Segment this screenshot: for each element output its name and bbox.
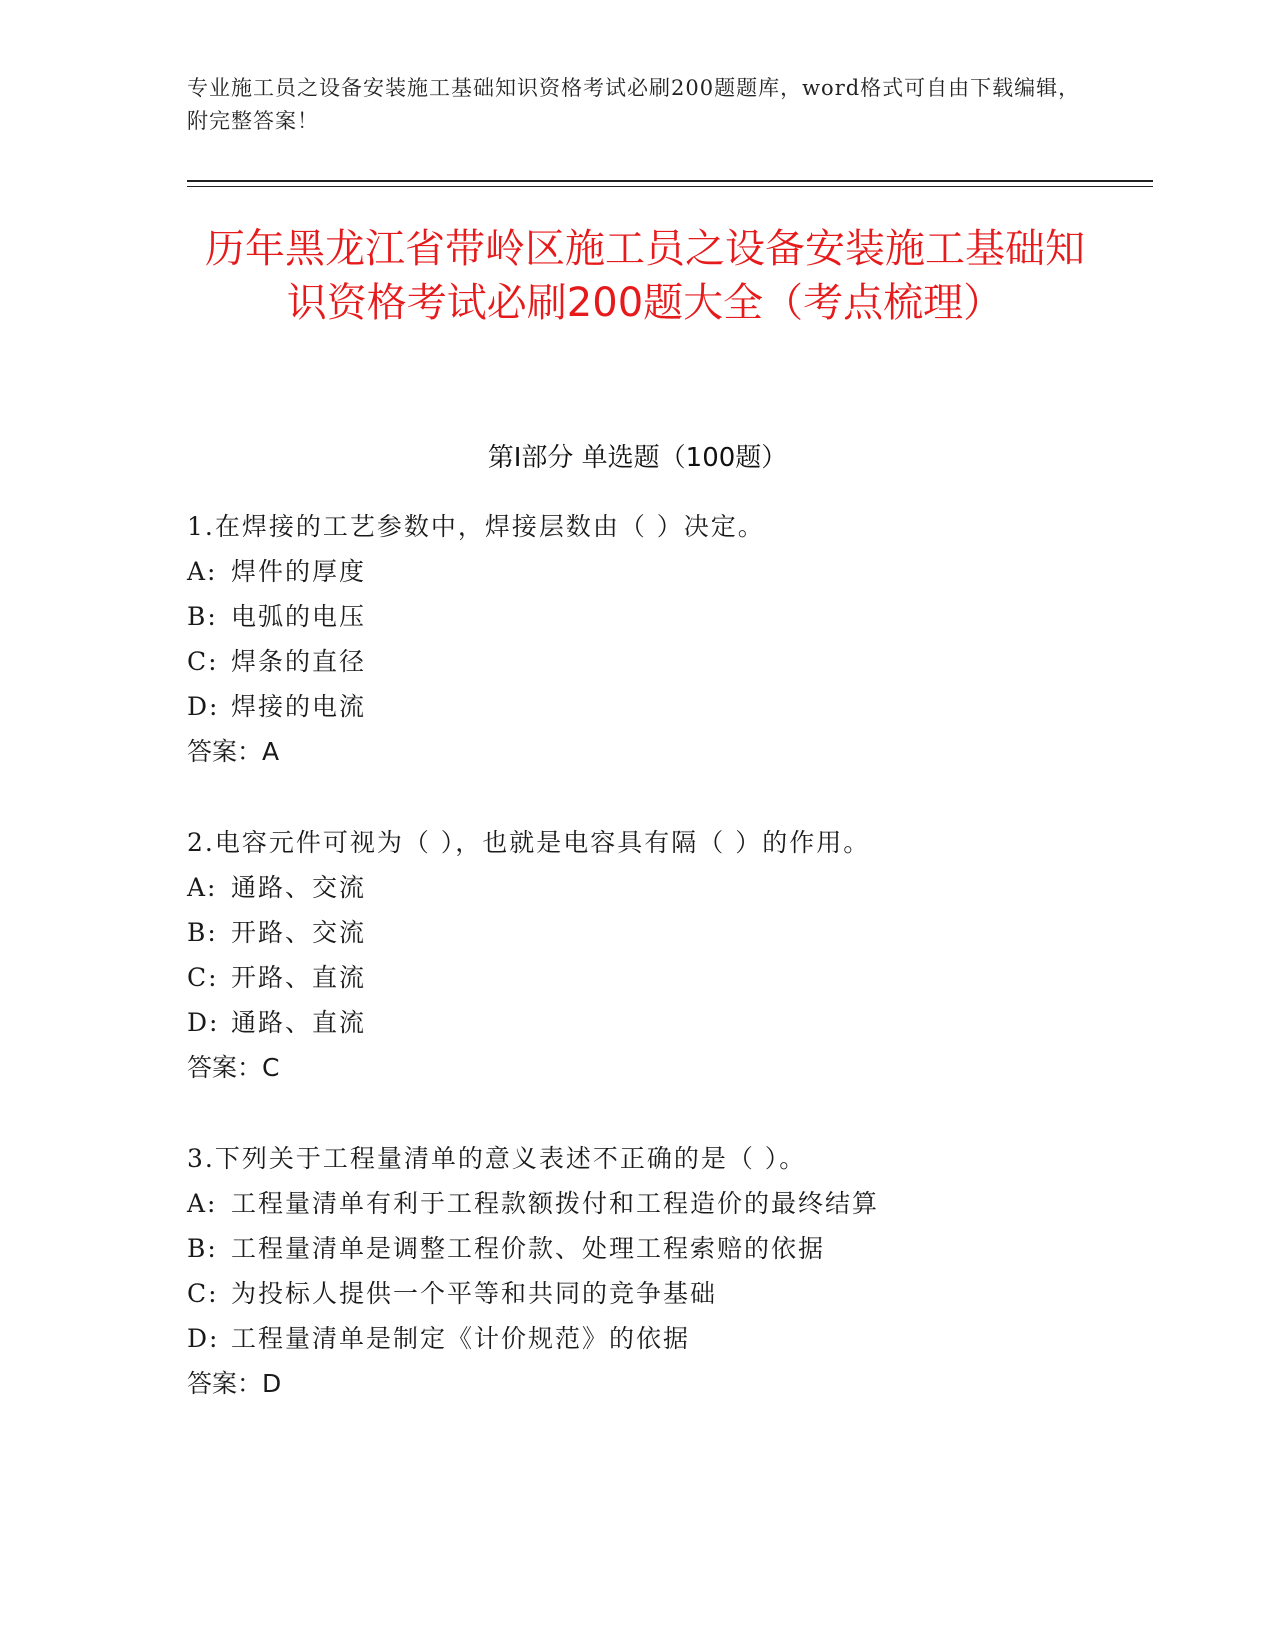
- option-text: 焊件的厚度: [231, 557, 367, 586]
- option-letter: D:: [187, 1008, 220, 1037]
- question-stem: 3.下列关于工程量清单的意义表述不正确的是（ ）。: [187, 1144, 807, 1173]
- option-letter: C:: [187, 963, 219, 992]
- question-3: [187, 1136, 1187, 1406]
- question-stem: 2.电容元件可视为（ ），也就是电容具有隔（ ）的作用。: [187, 828, 871, 857]
- option-b: [187, 594, 1187, 639]
- answer: 答案：D: [187, 1369, 282, 1398]
- header-note: 专业施工员之设备安装施工基础知识资格考试必刷200题题库，word格式可自由下载编辑，附完整答案！: [187, 76, 1081, 133]
- question-1: [187, 504, 1187, 774]
- option-d: [187, 1316, 1187, 1361]
- option-a: [187, 549, 1187, 594]
- option-letter: B:: [187, 602, 218, 631]
- document-title: 历年黑龙江省带岭区施工员之设备安装施工基础知识资格考试必刷200题大全（考点梳理）: [205, 226, 1085, 326]
- option-letter: C:: [187, 647, 219, 676]
- option-text: 焊条的直径: [231, 647, 367, 676]
- question-stem: 1.在焊接的工艺参数中，焊接层数由（ ）决定。: [187, 512, 765, 541]
- option-a: [187, 865, 1187, 910]
- answer: 答案：A: [187, 737, 280, 766]
- option-text: 电弧的电压: [231, 602, 367, 631]
- answer: 答案：C: [187, 1053, 280, 1082]
- option-letter: C:: [187, 1279, 219, 1308]
- option-d: [187, 684, 1187, 729]
- question-2: [187, 820, 1187, 1090]
- option-d: [187, 1000, 1187, 1045]
- header-rule-thin: [187, 186, 1153, 187]
- option-text: 焊接的电流: [231, 692, 367, 721]
- option-text: 工程量清单是制定《计价规范》的依据: [231, 1324, 691, 1353]
- option-letter: B:: [187, 1234, 218, 1263]
- section-heading: 第I部分 单选题（100题）: [487, 443, 788, 473]
- option-letter: D:: [187, 1324, 220, 1353]
- option-text: 开路、交流: [231, 918, 367, 947]
- option-letter: A:: [187, 873, 218, 902]
- option-b: [187, 1226, 1187, 1271]
- option-letter: A:: [187, 1189, 218, 1218]
- option-b: [187, 910, 1187, 955]
- option-c: [187, 955, 1187, 1000]
- option-text: 通路、交流: [231, 873, 367, 902]
- option-a: [187, 1181, 1187, 1226]
- option-text: 工程量清单是调整工程价款、处理工程索赔的依据: [231, 1234, 826, 1263]
- option-text: 通路、直流: [231, 1008, 367, 1037]
- option-letter: A:: [187, 557, 218, 586]
- header-rule-thick: [187, 180, 1153, 182]
- option-letter: D:: [187, 692, 220, 721]
- option-c: [187, 1271, 1187, 1316]
- option-text: 为投标人提供一个平等和共同的竞争基础: [231, 1279, 718, 1308]
- option-c: [187, 639, 1187, 684]
- option-text: 开路、直流: [231, 963, 367, 992]
- option-text: 工程量清单有利于工程款额拨付和工程造价的最终结算: [231, 1189, 880, 1218]
- option-letter: B:: [187, 918, 218, 947]
